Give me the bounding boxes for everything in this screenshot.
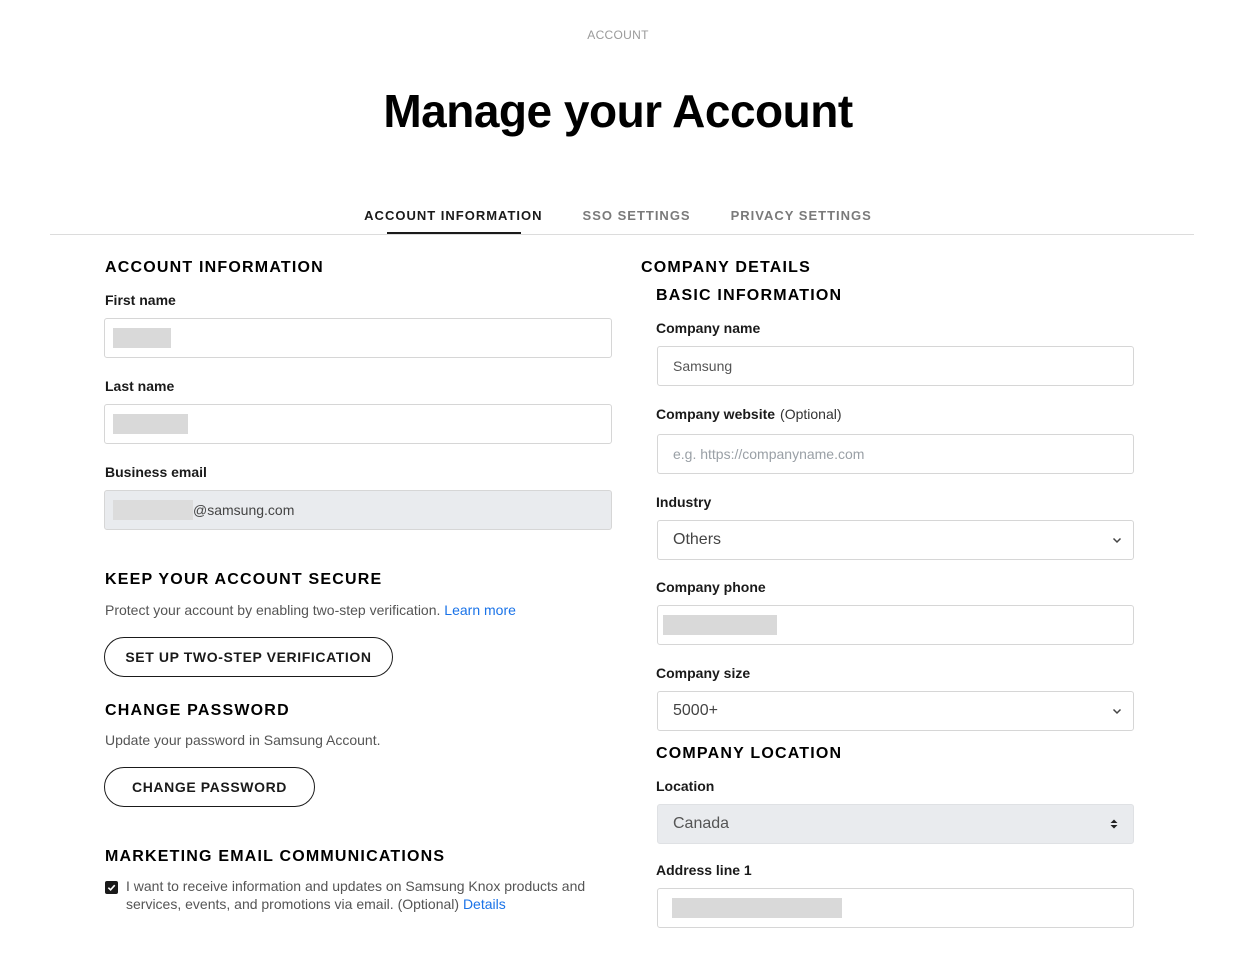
secure-description: Protect your account by enabling two-step verification. Learn more [105, 602, 516, 618]
sort-arrows-icon [1109, 818, 1121, 830]
basic-info-heading: BASIC INFORMATION [656, 287, 843, 304]
first-name-input[interactable] [104, 318, 612, 358]
company-phone-input[interactable] [657, 605, 1134, 645]
last-name-label: Last name [105, 378, 175, 394]
page-title: Manage your Account [383, 85, 853, 137]
email-domain: @samsung.com [193, 502, 295, 518]
marketing-checkbox[interactable] [105, 881, 118, 894]
business-email-label: Business email [105, 464, 207, 480]
change-password-description: Update your password in Samsung Account. [105, 732, 381, 748]
company-name-input[interactable] [657, 346, 1134, 386]
last-name-input[interactable] [104, 404, 612, 444]
account-info-heading: ACCOUNT INFORMATION [105, 259, 324, 276]
location-value: Canada [673, 815, 730, 832]
company-name-label: Company name [656, 320, 761, 336]
company-name-value: Samsung [673, 358, 733, 374]
address-line1-input[interactable] [657, 888, 1134, 928]
company-website-input[interactable] [657, 434, 1134, 474]
redacted-address [672, 898, 842, 918]
secure-heading: KEEP YOUR ACCOUNT SECURE [105, 571, 383, 588]
company-size-select[interactable] [657, 691, 1134, 731]
change-password-button[interactable]: CHANGE PASSWORD [104, 767, 315, 807]
redacted-email-user [113, 500, 193, 520]
change-password-heading: CHANGE PASSWORD [105, 702, 290, 719]
marketing-heading: MARKETING EMAIL COMMUNICATIONS [105, 848, 446, 865]
company-location-heading: COMPANY LOCATION [656, 745, 843, 762]
tab-sso-settings[interactable]: SSO SETTINGS [582, 208, 691, 223]
redacted-phone [663, 615, 777, 635]
tabs-divider [50, 234, 1194, 235]
industry-select[interactable] [657, 520, 1134, 560]
marketing-consent [105, 877, 586, 913]
breadcrumb-eyebrow: ACCOUNT [587, 28, 649, 42]
tab-bar [0, 208, 1236, 233]
check-icon [107, 883, 116, 892]
company-size-value: 5000+ [673, 702, 718, 719]
company-phone-label: Company phone [656, 579, 766, 595]
address-line1-label: Address line 1 [656, 862, 752, 878]
chevron-down-icon [1111, 705, 1123, 717]
tab-privacy-settings[interactable]: PRIVACY SETTINGS [730, 208, 872, 223]
industry-label: Industry [656, 494, 712, 510]
redacted-last-name [113, 414, 188, 434]
redacted-first-name [113, 328, 171, 348]
business-email-field [104, 490, 612, 530]
company-size-label: Company size [656, 665, 751, 681]
marketing-consent-text: I want to receive information and updates on Samsung Knox products and services, events, and promotions via email. (Optional) Details [126, 878, 586, 912]
first-name-label: First name [105, 292, 176, 308]
chevron-down-icon [1111, 534, 1123, 546]
setup-two-step-button[interactable]: SET UP TWO-STEP VERIFICATION [104, 637, 393, 677]
company-website-label: Company website (Optional) [656, 406, 842, 422]
location-select [657, 804, 1134, 844]
details-link[interactable]: Details [462, 896, 506, 912]
company-details-heading: COMPANY DETAILS [641, 259, 812, 276]
industry-value: Others [673, 531, 722, 548]
company-website-placeholder: e.g. https://companyname.com [673, 446, 865, 462]
learn-more-link[interactable]: Learn more [444, 602, 516, 618]
tab-account-information[interactable]: ACCOUNT INFORMATION [364, 208, 542, 233]
location-label: Location [656, 778, 715, 794]
